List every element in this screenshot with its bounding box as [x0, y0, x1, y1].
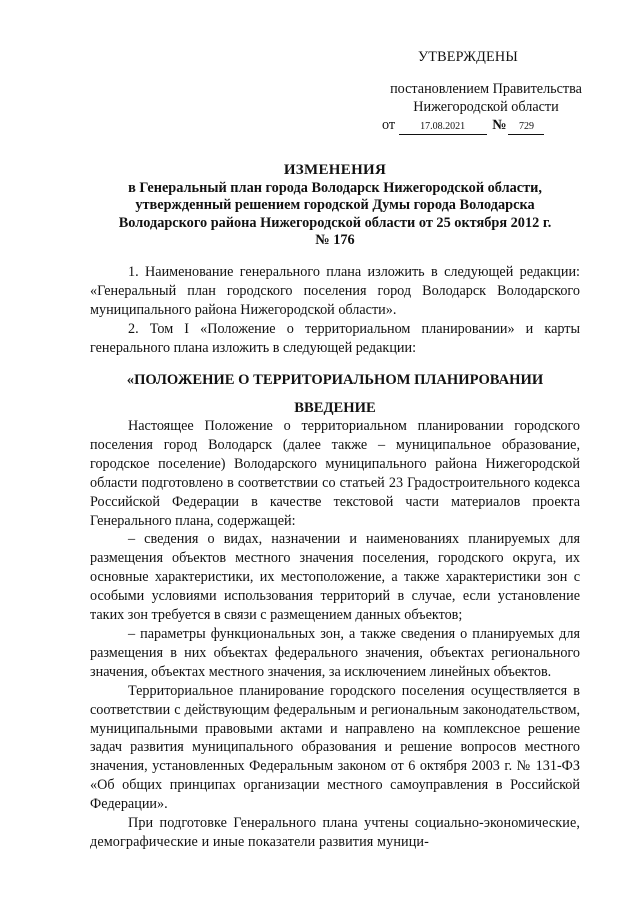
title-heading: ИЗМЕНЕНИЯ — [283, 162, 387, 178]
approval-number: 729 — [508, 120, 544, 135]
approval-date: 17.08.2021 — [399, 120, 487, 135]
from-label: от — [382, 117, 396, 133]
main-paragraph-5: При подготовке Генерального плана учтены социально-экономические, демографические и иные показатели развития муници- — [90, 815, 580, 850]
intro-section — [90, 263, 580, 358]
approval-block — [352, 48, 602, 135]
main-section — [90, 417, 580, 852]
section-subtitle: ВВЕДЕНИЕ — [294, 400, 376, 416]
title-line-2: утвержденный решением городской Думы города Володарска — [135, 197, 535, 213]
title-line-3: Володарского района Нижегородской области от 25 октября 2012 г. — [118, 214, 552, 231]
document-title — [90, 162, 580, 250]
main-paragraph-4: Территориальное планирование городского поселения осуществляется в соответствии с действующим федеральным и региональным законодательством, муниципальными правовыми актами и направлено на комплексное решение задач развития муниципального образования и решение вопросов местного значения, установленных Федеральным законом от 6 октября 2003 г. № 131-ФЗ «Об общих принципах организации местного самоуправления в Российской Федерации». — [90, 682, 580, 813]
intro-paragraph-1: 1. Наименование генерального плана изложить в следующей редакции: «Генеральный план городского поселения город Володарск Володарского муниципального района Нижегородской области». — [90, 264, 580, 318]
approval-line-1: постановлением Правительства — [390, 81, 582, 97]
approval-heading: УТВЕРЖДЕНЫ — [418, 49, 518, 65]
main-paragraph-1: Настоящее Положение о территориальном планировании городского поселения город Володарск (далее также – муниципальное образование, городское поселение) Володарского муниципального района Нижегородской области подготовлено в соответствии со статьей 23 Градостроительного кодекса Российской Федерации в качестве текстовой части материалов проекта Генерального плана, содержащей: — [90, 418, 580, 529]
title-line-1: в Генеральный план города Володарск Нижегородской области, — [128, 179, 542, 196]
section-title: «ПОЛОЖЕНИЕ О ТЕРРИТОРИАЛЬНОМ ПЛАНИРОВАНИИ — [126, 372, 544, 388]
main-paragraph-2: – сведения о видах, назначении и наименованиях планируемых для размещения объектов местного значения поселения, городского округа, их основные характеристики, их местоположение, а также характеристики зон с особыми условиями использования территорий в случае, если установление таких зон требуется в связи с размещением данных объектов; — [90, 531, 580, 624]
approval-line-2: Нижегородской области — [413, 99, 559, 115]
intro-paragraph-2: 2. Том I «Положение о территориальном планировании» и карты генерального плана изложить в следующей редакции: — [90, 320, 580, 356]
approval-date-line — [352, 116, 602, 135]
main-paragraph-3: – параметры функциональных зон, а также сведения о планируемых для размещения в них объектах федерального значения, объектах регионального значения, объектах местного значения, за исключением линейных объектов. — [90, 625, 580, 680]
number-sign: № — [492, 117, 507, 133]
title-line-4: № 176 — [315, 232, 355, 248]
